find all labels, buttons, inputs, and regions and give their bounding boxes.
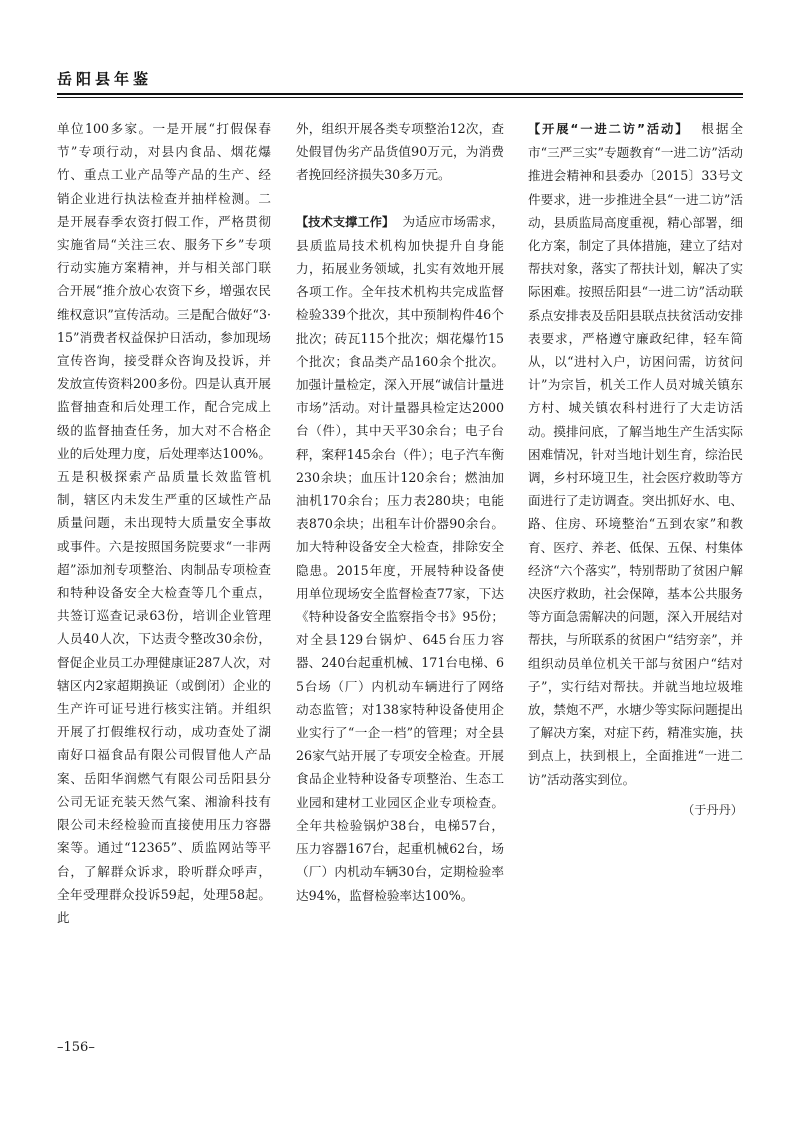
section-heading: 【技术支撑工作】	[296, 214, 395, 229]
page-number: –156–	[57, 1040, 95, 1055]
body-paragraph: 单位100多家。一是开展“打假保春节”专项行动，对县内食品、烟花爆竹、重点工业产品等产品的生产、经销企业进行执法检查并抽样检测。二是开展春季农资打假工作，严格贯彻实施省局“关注三农、服务下乡”专项行动实施方案精神，并与相关部门联合开展“推介放心农资下乡，增强农民维权意识”宣传活动。三是配合做好“3·15”消费者权益保护日活动，参加现场宣传咨询，接受群众咨询及投诉，并发放宣传资料200多份。四是认真开展监督抽查和后处理工作，配合完成上级的监督抽查任务，加大对不合格企业的后处理力度，后处理率达100%。五是积极探索产品质量长效监管机制，辖区内未发生严重的区域性产品质量问题，未出现特大质量安全事故或事件。六是按照国务院要求“一非两超”添加剂专项整治、肉制品专项检查和特种设备安全大检查等几个重点，共签订巡查记录63份，培训企业管理人员40人次，下达责令整改30余份，督促企业员工办理健康证287人次，对辖区内2家超期换证（或倒闭）企业的生产许可证号进行核实注销。并组织开展了打假维权行动，成功查处了湖南好口福食品有限公司假冒他人产品案、岳阳华润燃气有限公司岳阳县分公司无证充装天然气案、湘渝科技有限公司未经检验而直接使用压力容器案等。通过“12365”、质监网站等平台，了解群众诉求，聆听群众呼声，全年受理群众投诉59起，处理58起。此	[57, 121, 271, 925]
section-body: 为适应市场需求，县质监局技术机构加快提升自身能力，拓展业务领域，扎实有效地开展各项工作。全年技术机构共完成监督检验339个批次，其中预制构件46个批次；砖瓦115个批次；烟花爆竹15个批次；食品类产品160余个批次。加强计量检定，深入开展“诚信计量进市场”活动。对计量器具检定达2000台（件），其中天平30余台；电子台秤，案秤145余台（件）；电子汽车衡230余块；血压计120余台；燃油加油机170余台；压力表280块；电能表870余块；出租车计价器90余台。加大特种设备安全大检查，排除安全隐患。2015年度，开展特种设备使用单位现场安全监督检查77家，下达《特种设备安全监察指令书》95份；对全县129台锅炉、645台压力容器、240台起重机械、171台电梯、65台场（厂）内机动车辆进行了网络动态监管；对138家特种设备使用企业实行了“一企一档”的管理；对全县26家气站开展了专项安全检查。开展食品企业特种设备专项整治、生态工业园和建材工业园区企业专项检查。全年共检验锅炉38台，电梯57台，压力容器167台，起重机械62台，场（厂）内机动车辆30台，定期检验率达94%，监督检验率达100%。	[296, 213, 505, 903]
header-rule-thin	[57, 97, 743, 98]
column-2	[296, 117, 504, 907]
running-header: 岳阳县年鉴	[57, 70, 153, 88]
header-rule	[57, 93, 743, 95]
author-credit: （于丹丹）	[682, 802, 743, 817]
section-one-enter-two-visit	[528, 117, 743, 791]
column-1	[57, 117, 271, 929]
section-heading: 【开展“一进二访”活动】	[528, 122, 690, 136]
body-paragraph: 外，组织开展各类专项整治12次，查处假冒伪劣产品货值90万元，为消费者挽回经济损失30多万元。	[296, 121, 504, 183]
section-body: 根据全市“三严三实”专题教育“一进二访”活动推进会精神和县委办〔2015〕33号文件要求，进一步推进全县“一进二访”活动，县质监局高度重视，精心部署，细化方案，制定了具体措施，建立了结对帮扶对象，落实了帮扶计划，解决了实际困难。按照岳阳县“一进二访”活动联系点安排表及岳阳县联点扶贫活动安排表要求，严格遵守廉政纪律，轻车简从，以“进村入户，访困问需，访贫问计”为宗旨，机关工作人员对城关镇东方村、城关镇农科村进行了大走访活动。摸排问底，了解当地生产生活实际困难情况，针对当地计划生育，综治民调，乡村环境卫生，社会医疗救助等方面进行了走访调查。突出抓好水、电、路、住房、环境整治“五到农家”和教育、医疗、养老、低保、五保、村集体经济“六个落实”，特别帮助了贫困户解决医疗救助，社会保障，基本公共服务等方面急需解决的问题，深入开展结对帮扶，与所联系的贫困户“结穷亲”，并组织动员单位机关干部与贫困户“结对子”，实行结对帮扶。并就当地垃圾堆放，禁炮不严，水塘少等实际问题提出了解决方案，对症下药，精准实施，扶到点上，扶到根上，全面推进“一进二访”活动落实到位。	[528, 121, 743, 787]
column-3	[528, 117, 743, 822]
section-technical-support	[296, 210, 504, 907]
